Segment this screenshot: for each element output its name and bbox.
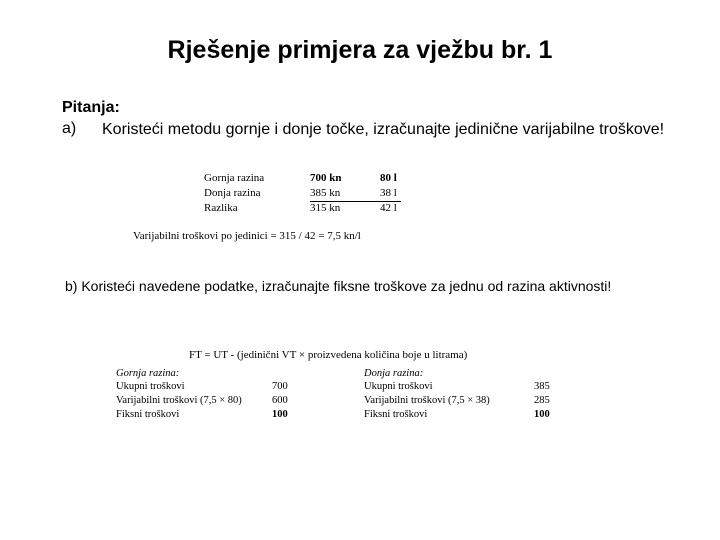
left-heading: Gornja razina: [116,368,180,379]
table-cell-value: 600 [272,395,288,406]
question-a-marker: a) [62,120,77,137]
table-cell-l: 80 l [380,172,397,184]
table-cell-label: Ukupni troškovi [116,381,185,392]
table-cell-value: 700 [272,381,288,392]
table-cell-label: Varijabilni troškovi (7,5 × 38) [364,395,490,406]
table-cell-value: 100 [534,409,550,420]
table-cell-label: Fiksni troškovi [364,409,428,420]
right-heading: Donja razina: [364,368,424,379]
table-cell-value: 100 [272,409,288,420]
table-cell-value: 385 [534,381,550,392]
table-cell-label: Gornja razina [204,172,265,184]
variable-cost-formula: Varijabilni troškovi po jedinici = 315 / 42 = 7,5 kn/l [133,230,361,242]
question-b-text: b) Koristeći navedene podatke, izračunajte fiksne troškove za jednu od razina aktivnosti! [65,278,612,294]
table-cell-label: Ukupni troškovi [364,381,433,392]
questions-heading: Pitanja: [62,99,120,116]
table-cell-label: Razlika [204,202,238,214]
table-cell-value: 285 [534,395,550,406]
table-cell-l: 38 l [380,187,397,199]
slide-title: Rješenje primjera za vježbu br. 1 [167,36,553,64]
table-cell-label: Fiksni troškovi [116,409,180,420]
fixed-cost-formula: FT = UT - (jedinični VT × proizvedena količina boje u litrama) [189,349,468,361]
table-cell-kn: 315 kn [310,202,341,214]
table-cell-kn: 385 kn [310,187,341,199]
table-cell-kn: 700 kn [310,172,342,184]
table-cell-l: 42 l [380,202,397,214]
table-cell-label: Donja razina [204,187,261,199]
question-a-text: Koristeći metodu gornje i donje točke, izračunajte jedinične varijabilne troškove! [102,121,665,138]
table-cell-label: Varijabilni troškovi (7,5 × 80) [116,395,242,406]
